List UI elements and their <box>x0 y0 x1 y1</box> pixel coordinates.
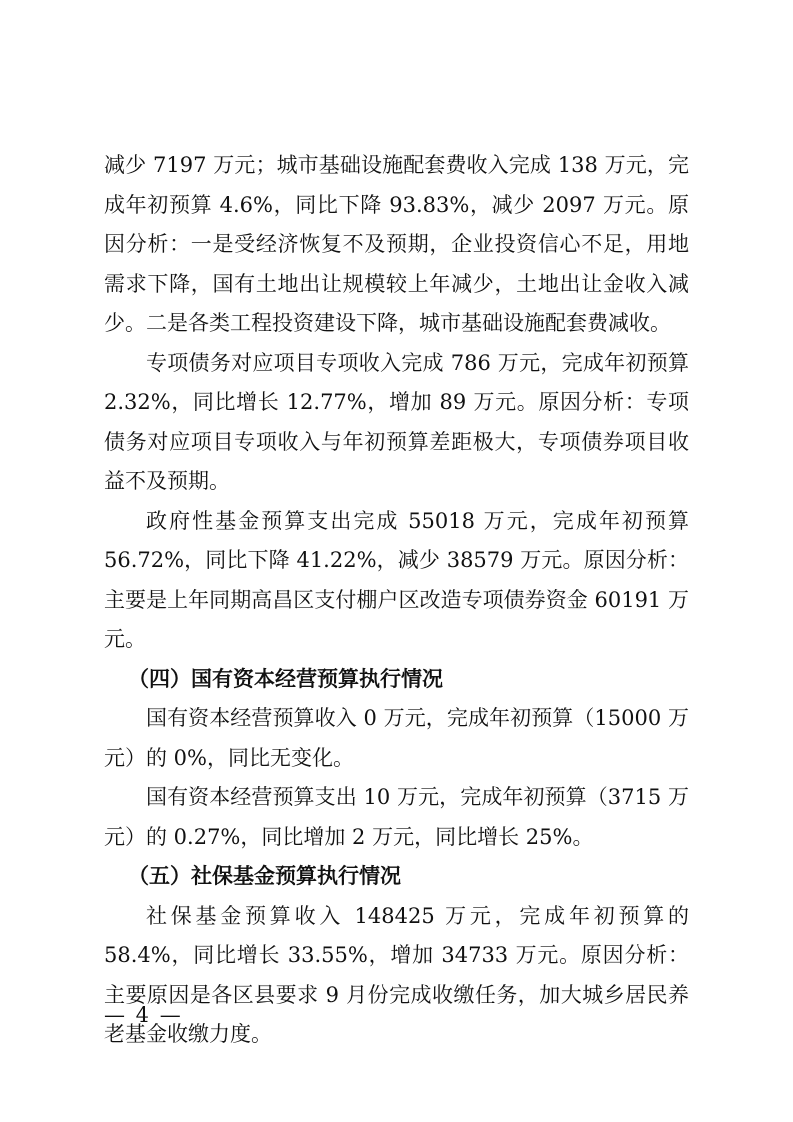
paragraph-state-capital-revenue: 国有资本经营预算收入 0 万元，完成年初预算（15000 万元）的 0%，同比无变化。 <box>104 706 689 770</box>
paragraph-special-debt-revenue: 专项债务对应项目专项收入完成 786 万元，完成年初预算 2.32%，同比增长 12.77%，增加 89 万元。原因分析：专项债务对应项目专项收入与年初预算差距极大，专项债券项目收益不及预期。 <box>104 350 689 493</box>
section-heading-state-capital: （四）国有资本经营预算执行情况 <box>128 666 443 691</box>
paragraph-state-capital-expenditure: 国有资本经营预算支出 10 万元，完成年初预算（3715 万元）的 0.27%，同比增加 2 万元，同比增长 25%。 <box>104 785 689 849</box>
paragraph-social-security-revenue: 社保基金预算收入 148425 万元，完成年初预算的 58.4%，同比增长 33.55%，增加 34733 万元。原因分析：主要原因是各区县要求 9 月份完成收缴任务，加大城乡居民养老基金收缴力度。 <box>104 903 689 1046</box>
section-heading-social-security: （五）社保基金预算执行情况 <box>128 864 401 888</box>
paragraph-fund-expenditure: 政府性基金预算支出完成 55018 万元，完成年初预算 56.72%，同比下降 41.22%，减少 38579 万元。原因分析：主要是上年同期高昌区支付棚户区改造专项债券资金 60191 万元。 <box>104 508 689 651</box>
document-body <box>104 146 689 1055</box>
page-number: — 4 — <box>104 1003 183 1027</box>
paragraph-land-revenue: 减少 7197 万元；城市基础设施配套费收入完成 138 万元，完成年初预算 4.6%，同比下降 93.83%，减少 2097 万元。原因分析：一是受经济恢复不及预期，企业投资信心不足，用地需求下降，国有土地出让规模较上年减少，土地出让金收入减少。二是各类工程投资建设下降，城市基础设施配套费减收。 <box>104 153 689 335</box>
